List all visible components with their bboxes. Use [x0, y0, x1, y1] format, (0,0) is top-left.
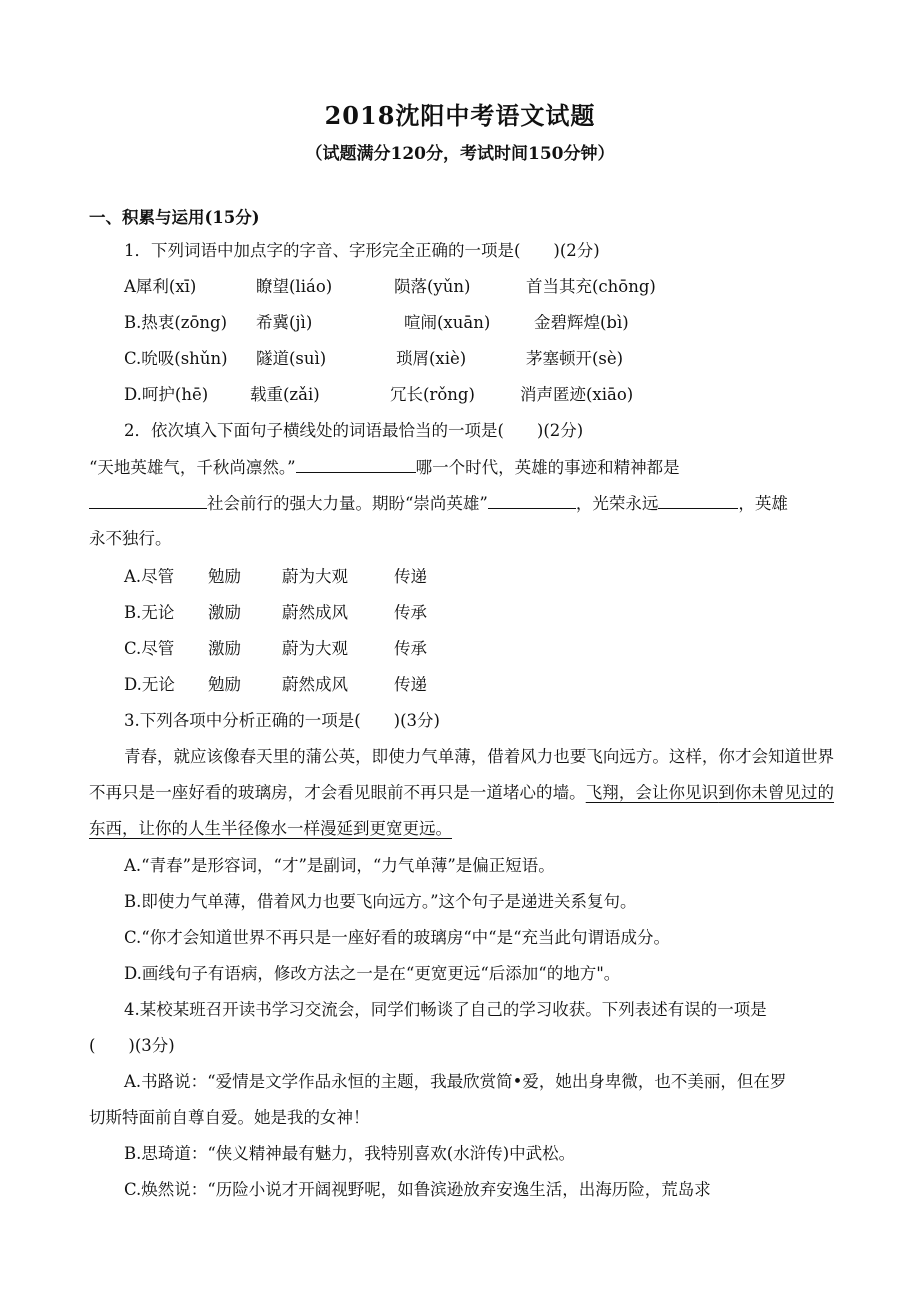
q1-c-word4: 茅塞顿开(sè) — [526, 349, 624, 368]
q3-underlined-sentence-2: 到你未曾见过的东西，让你的人生半径像水一样漫延到更宽更远。 — [89, 783, 835, 838]
q2-passage-line1 — [89, 456, 680, 479]
q3-passage-text: 青春，就应该像春天里的蒲公英，即使力气单薄，借着风力也要飞向远方。这样，你才会知道世界不再只是一座好看的玻璃房，才会看见眼前不再只是一道堵心的墙。 — [89, 747, 834, 802]
q2-text-2: 哪一个时代，英雄的事迹和精神都是 — [415, 458, 680, 477]
q2-c-word4: 传承 — [394, 639, 427, 658]
q3-option-c: C.“你才会知道世界不再只是一座好看的玻璃房“中“是“充当此句谓语成分。 — [124, 928, 671, 947]
q1-d-word3: 冗长(rǒng) — [390, 385, 475, 404]
q2-d-word4: 传递 — [394, 675, 427, 694]
q1-d-word4: 消声匿迹(xiāo) — [520, 385, 634, 404]
q1-c-word3: 琐屑(xiè) — [396, 349, 467, 368]
q3-option-a: A.“青春”是形容词，“才”是副词，“力气单薄”是偏正短语。 — [124, 856, 555, 875]
q4-option-a-line2: 切斯特面前自尊自爱。她是我的女神！ — [89, 1108, 370, 1127]
q3-stem: 3.下列各项中分析正确的一项是( )(3分) — [124, 711, 440, 730]
page-subtitle: （试题满分120分，考试时间150分钟） — [305, 144, 615, 164]
q4-option-b: B.思琦道：“侠义精神最有魅力，我特别喜欢(水浒传)中武松。 — [124, 1144, 576, 1163]
q2-c-word3: 蔚为大观 — [282, 639, 348, 658]
q3-underlined-sentence-1: 飞翔，会让你见识 — [585, 783, 719, 802]
q4-option-c: C.焕然说：“历险小说才开阔视野呢，如鲁滨逊放弃安逸生活，出海历险，荒岛求 — [124, 1180, 711, 1199]
q2-c-word1: C.尽管 — [124, 639, 175, 658]
q1-d-word2: 载重(zǎi) — [250, 385, 320, 404]
q3-passage — [89, 739, 834, 847]
q1-b-word1: B.热衷(zōng) — [124, 313, 228, 332]
page-title: 2018沈阳中考语文试题 — [324, 101, 596, 130]
q2-blank-3 — [488, 492, 576, 509]
q2-passage-line3: 永不独行。 — [89, 529, 172, 548]
q2-b-word3: 蔚然成风 — [282, 603, 348, 622]
q2-blank-4 — [658, 492, 738, 509]
q1-b-word4: 金碧辉煌(bì) — [534, 313, 629, 332]
q2-poem: “天地英雄气，千秋尚凛然。” — [89, 458, 296, 477]
q1-b-word3: 喧闹(xuān) — [404, 313, 491, 332]
q2-passage-line2 — [89, 492, 788, 515]
q3-option-b: B.即使力气单薄，借着风力也要飞向远方。”这个句子是递进关系复句。 — [124, 892, 637, 911]
q1-d-word1: D.呵护(hē) — [124, 385, 209, 404]
q1-a-word2: 瞭望(liáo) — [256, 277, 333, 296]
q1-c-word2: 隧道(suì) — [256, 349, 327, 368]
q4-stem-line1: 4.某校某班召开读书学习交流会，同学们畅谈了自己的学习收获。下列表述有误的一项是 — [124, 1000, 767, 1019]
q2-text-3: 社会前行的强大力量。期盼“崇尚英雄” — [207, 494, 488, 513]
q2-a-word3: 蔚为大观 — [282, 567, 348, 586]
q1-b-word2: 希冀(jì) — [256, 313, 313, 332]
q3-option-d: D.画线句子有语病，修改方法之一是在“更宽更远“后添加“的地方"。 — [124, 964, 621, 983]
q2-b-word2: 激励 — [208, 603, 241, 622]
q4-option-a-line1: A.书路说：“爱情是文学作品永恒的主题，我最欣赏简•爱，她出身卑微，也不美丽，但在罗 — [124, 1072, 787, 1091]
q2-blank-2 — [89, 492, 207, 509]
q2-a-word2: 勉励 — [208, 567, 241, 586]
q2-b-word4: 传承 — [394, 603, 427, 622]
q1-a-word4: 首当其充(chōng) — [526, 277, 656, 296]
q2-text-5: ，英雄 — [738, 494, 788, 513]
q1-a-word1: A犀利(xī) — [124, 277, 197, 296]
q1-stem: 1．下列词语中加点字的字音、字形完全正确的一项是( )(2分) — [124, 241, 600, 260]
section-heading: 一、积累与运用(15分) — [89, 208, 260, 227]
q2-c-word2: 激励 — [208, 639, 241, 658]
q2-b-word1: B.无论 — [124, 603, 175, 622]
q4-stem-line2: ( )(3分) — [89, 1036, 175, 1055]
q2-d-word3: 蔚然成风 — [282, 675, 348, 694]
q2-stem: 2．依次填入下面句子横线处的词语最恰当的一项是( )(2分) — [124, 421, 584, 440]
q1-a-word3: 陨落(yǔn) — [394, 277, 471, 296]
q1-c-word1: C.吮吸(shǔn) — [124, 349, 228, 368]
q2-blank-1 — [296, 456, 416, 473]
q2-d-word1: D.无论 — [124, 675, 175, 694]
q2-d-word2: 勉励 — [208, 675, 241, 694]
q2-text-4: ，光荣永远 — [575, 494, 659, 513]
q2-a-word4: 传递 — [394, 567, 427, 586]
q2-a-word1: A.尽管 — [124, 567, 175, 586]
